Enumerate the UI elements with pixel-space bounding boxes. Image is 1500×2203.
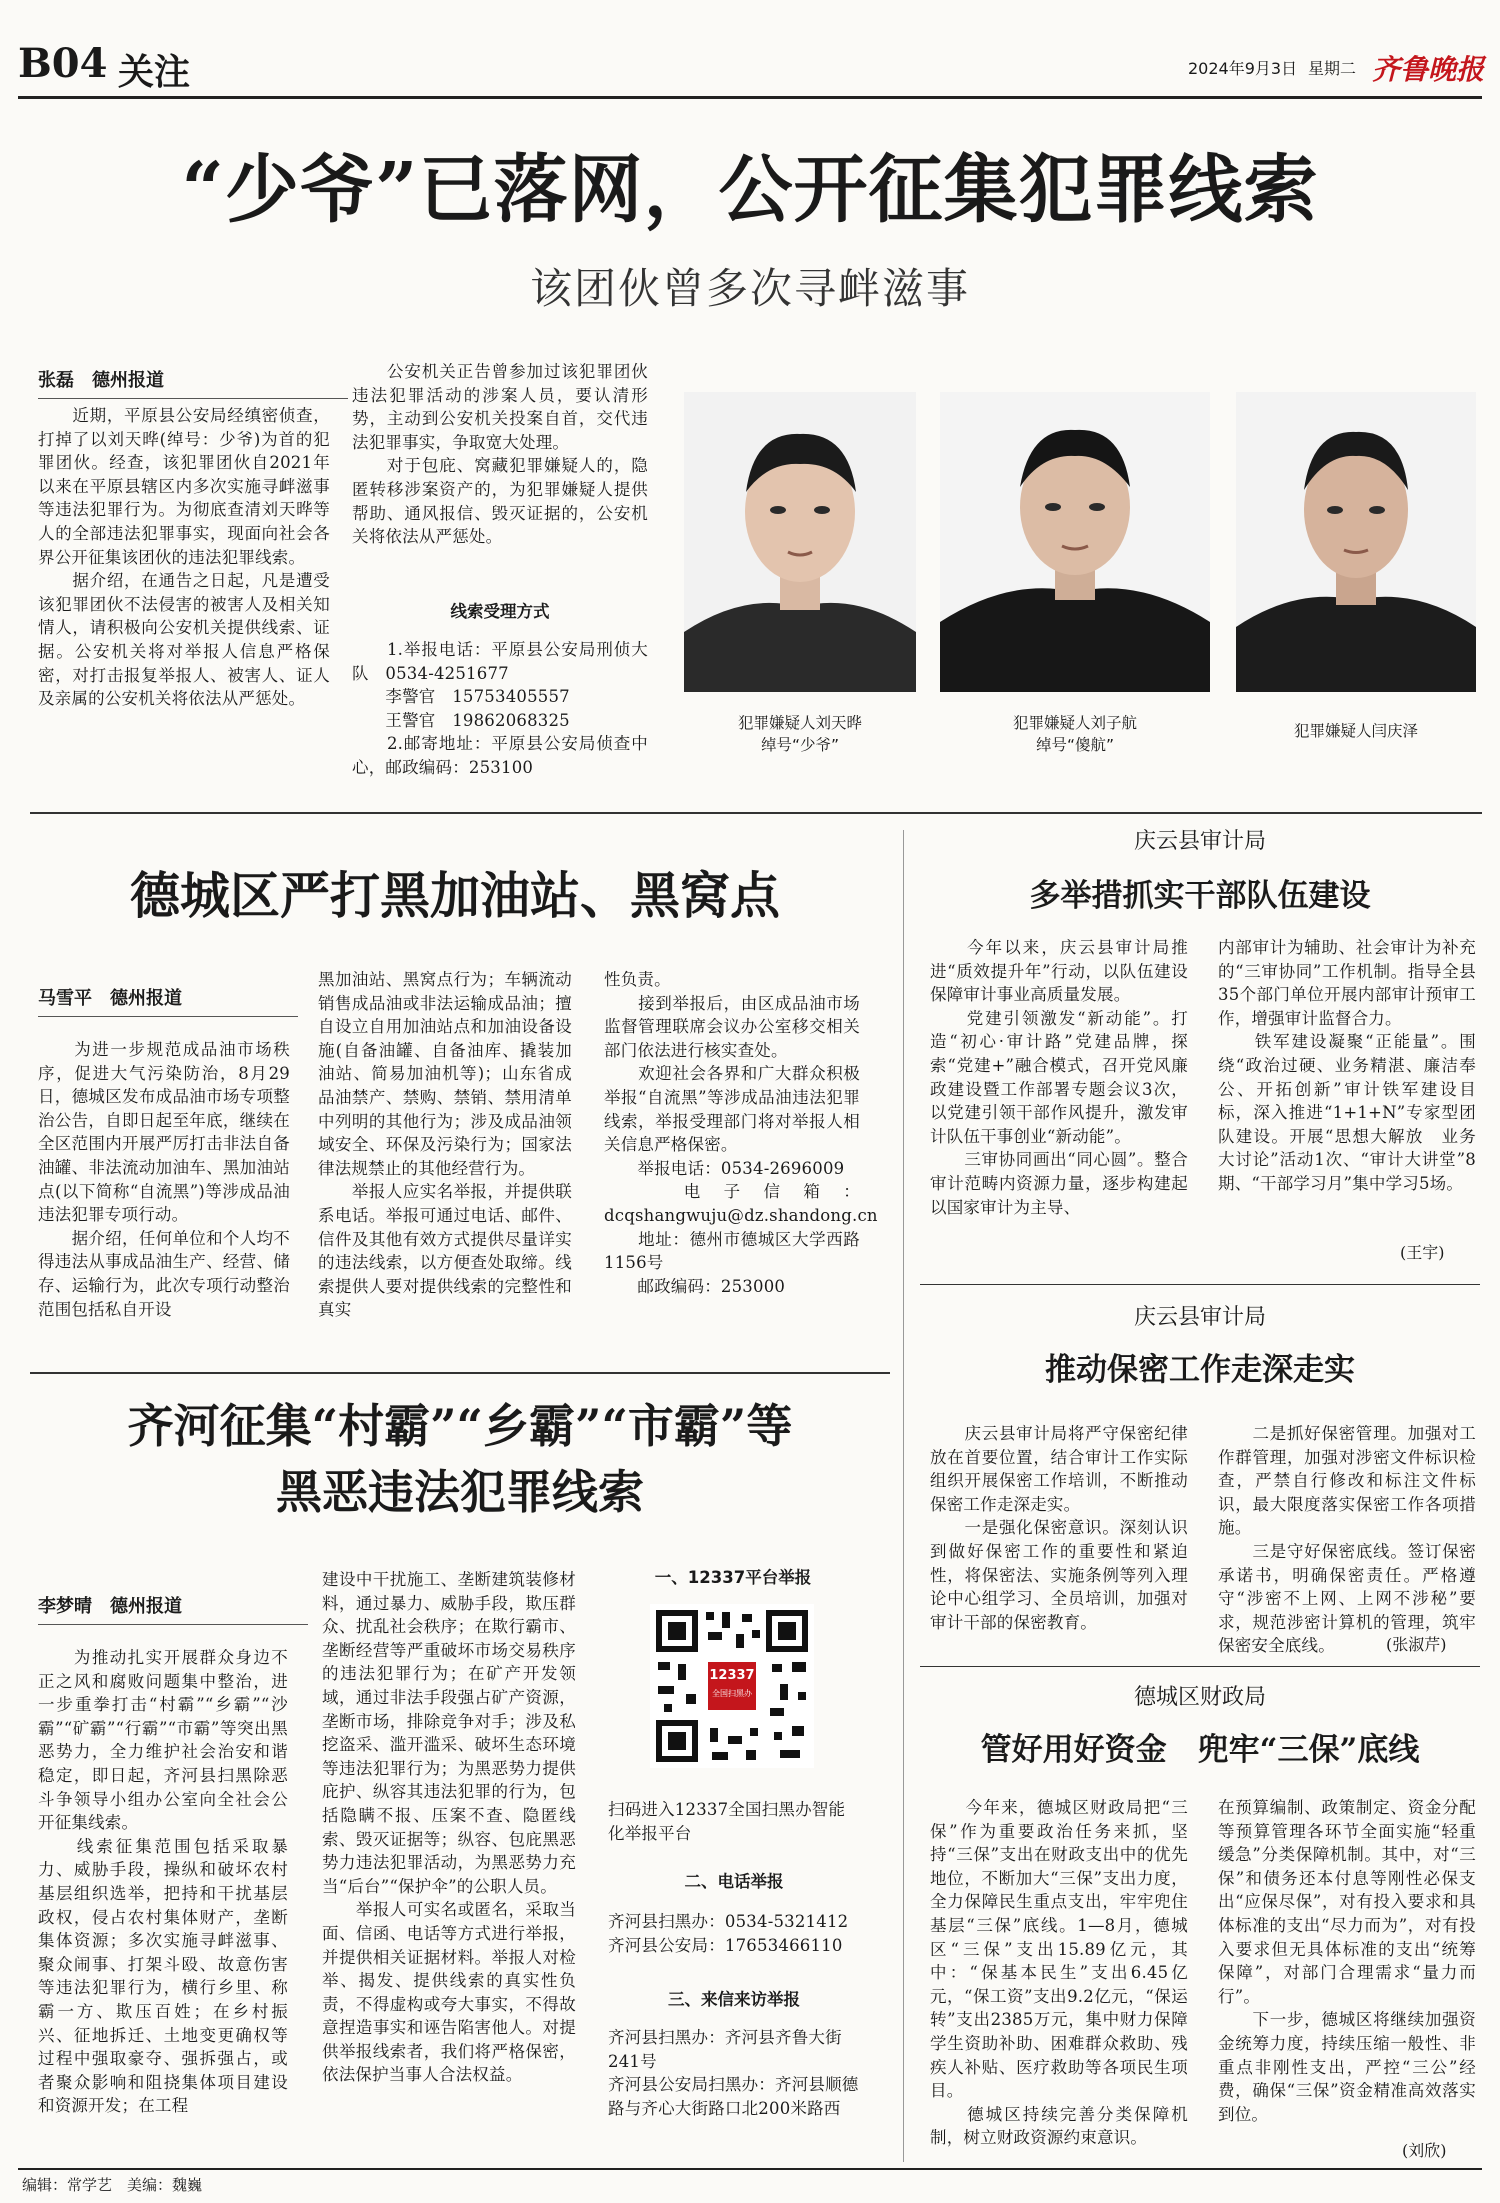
divider-story5 (920, 1666, 1480, 1667)
story4-kicker: 庆云县审计局 (1133, 829, 1266, 854)
divider-story2 (30, 1372, 890, 1374)
suspect-photo-1 (684, 392, 916, 692)
story2-byline: 马雪平 德州报道 (38, 984, 298, 1017)
story1-byline: 张磊 德州报道 (38, 366, 348, 399)
editor-credit: 编辑：常学艺 美编：魏巍 (22, 2176, 203, 2194)
qr-caption: 扫码进入12337全国扫黑办智能化举报平台 (608, 1800, 846, 1843)
divider-story4 (920, 1284, 1480, 1285)
footer-rule (18, 2168, 1482, 2170)
story6-col2: 在预算编制、政策制定、资金分配等预算管理各环节全面实施“轻重缓急”分类保障机制。其中，对“三保”和债务还本付息等刚性必保支出“应保尽保”，对有投入要求和具体标准的支出“尽力而为”，对有投入要求但无具体标准的支出“统筹保障”，对部门合理需求“量力而行”。 下一步，德城区将继续加强资金统筹力度，持续压缩一般性、非重点非刚性支出，严控“三公”经费，确保“三保”资金精准高效落实到位。 (1218, 1798, 1476, 2124)
suspect-caption-2: 犯罪嫌疑人刘子航 绰号“傻航” (1012, 714, 1137, 754)
story4-col1: 今年以来，庆云县审计局推进“质效提升年”行动，以队伍建设保障审计事业高质量发展。 党建引领激发“新动能”。打造“初心·审计路”党建品牌，探索“党建+”融合模式，召开党风廉政建设暨工作部署专题会议3次，以党建引领干部作风提升，激发审计队伍干事创业“新动能”。 三审协同画出“同心圆”。整合审计范畴内资源力量，逐步构建起以国家审计为主导、 (930, 938, 1188, 1217)
qr-badge-sublabel: 全国扫黑办 (712, 1689, 752, 1698)
report-heading-phone: 二、电话举报 (684, 1872, 784, 1891)
story2-col2: 黑加油站、黑窝点行为；车辆流动销售成品油或非法运输成品油；擅自设立自用加油站点和加油设备设施(自备油罐、自备油库、撬装加油站、简易加油机等)；山东省成品油禁产、禁购、禁销、禁用清单中列明的其他行为；涉及成品油领域安全、环保及污染行为；国家法律法规禁止的其他经营行为。 举报人应实名举报，并提供联系电话。举报可通过电话、邮件、信件及其他有效方式提供尽量详实的违法线索，以方便查处取缔。线索提供人要对提供线索的完整性和真实 (318, 970, 572, 1320)
qr-badge-label: 12337 (709, 1668, 755, 1683)
story5-kicker: 庆云县审计局 (1133, 1305, 1266, 1330)
qr-code-graphic (650, 1604, 814, 1768)
story2-col3: 性负责。 接到举报后，由区成品油市场监督管理联席会议办公室移交相关部门依法进行核实查处。 欢迎社会各界和广大群众积极举报“自流黑”等涉成品油违法犯罪线索，举报受理部门将对举报人相关信息严格保密。 举报电话：0534-2696009 电子信箱：dcqshangwuju@dz.shandong.cn 地址：德州市德城区大学西路1156号 邮政编码：253000 (604, 970, 878, 1296)
newspaper-logo: 齐鲁晚报 (1372, 53, 1485, 86)
story5-col2: 二是抓好保密管理。加强对工作群管理，加强对涉密文件标识检查，严禁自行修改和标注文件标识，最大限度落实保密工作各项措施。 三是守好保密底线。签订保密承诺书，明确保密责任。严格遵守“涉密不上网、上网不涉秘”要求，规范涉密计算机的管理，筑牢保密安全底线。 (1218, 1424, 1476, 1656)
story1-headline: “少爷”已落网，公开征集犯罪线索 (181, 147, 1319, 233)
report-phones: 齐河县扫黑办：0534-5321412 齐河县公安局：17653466110 (608, 1912, 849, 1955)
story6-col1: 今年来，德城区财政局把“三保”作为重要政治任务来抓，坚持“三保”支出在财政支出中的优先地位，不断加大“三保”支出力度，全力保障民生重点支出，牢牢兜住基层“三保”底线。1—8月，德城区“三保”支出15.89亿元，其中：“保基本民生”支出6.45亿元，“保工资”支出9.2亿元，“保运转”支出2385万元，集中财力保障学生资助补助、困难群众救助、残疾人补贴、医疗救助等各项民生项目。 德城区持续完善分类保障机制，树立财政资源约束意识。 (930, 1798, 1188, 2148)
story2-col1: 为进一步规范成品油市场秩序，促进大气污染防治，8月29日，德城区发布成品油市场专项整治公告，自即日起至年底，继续在全区范围内开展严厉打击非法自备油罐、非法流动加油车、黑加油站点(以下简称“自流黑”)等涉成品油违法犯罪专项行动。 据介绍，任何单位和个人均不得违法从事成品油生产、经营、储存、运输行为，此次专项行动整治范围包括私自开设 (38, 1040, 290, 1319)
story5-col1: 庆云县审计局将严守保密纪律放在首要位置，结合审计工作实际组织开展保密工作培训，不断推动保密工作走深走实。 一是强化保密意识。深刻认识到做好保密工作的重要性和紧迫性，将保密法、实施条例等列入理论中心组学习、全员培训，加强对审计干部的保密教育。 (930, 1424, 1188, 1632)
story3-col2: 建设中干扰施工、垄断建筑装修材料，通过暴力、威胁手段，欺压群众、扰乱社会秩序；在欺行霸市、垄断经营等严重破坏市场交易秩序的违法犯罪行为；在矿产开发领域，通过非法手段强占矿产资源，垄断市场，排除竞争对手；涉及私挖盗采、滥开滥采、破坏生态环境等违法犯罪行为；为黑恶势力提供庇护、纵容其违法犯罪的行为，包括隐瞒不报、压案不查、隐匿线索、毁灭证据等；纵容、包庇黑恶势力违法犯罪活动，为黑恶势力充当“后台”“保护伞”的公职人员。 举报人可实名或匿名，采取当面、信函、电话等方式进行举报，并提供相关证据材料。举报人对检举、揭发、提供线索的真实性负责，不得虚构或夸大事实，不得故意捏造事实和诬告陷害他人。对提供举报线索者，我们将严格保密，依法保护当事人合法权益。 (322, 1570, 576, 2085)
suspect-photo-icon (684, 392, 916, 692)
story6-headline: 管好用好资金 兜牢“三保”底线 (980, 1732, 1420, 1768)
story5-headline: 推动保密工作走深走实 (1045, 1352, 1355, 1388)
story2-headline: 德城区严打黑加油站、黑窝点 (130, 866, 780, 925)
masthead-rule (18, 96, 1482, 99)
suspect-photo-icon (1236, 392, 1476, 692)
issue-date: 2024年9月3日 (1188, 59, 1298, 78)
story6-author: (刘欣) (1402, 2141, 1447, 2160)
report-heading-platform: 一、12337平台举报 (654, 1568, 812, 1587)
story3-byline: 李梦晴 德州报道 (38, 1592, 308, 1625)
report-mail: 齐河县扫黑办：齐河县齐鲁大街241号 齐河县公安局扫黑办：齐河县顺德路与齐心大街路口北200米路西 (608, 2028, 859, 2118)
qr-code-icon[interactable] (650, 1604, 814, 1768)
report-heading-mail: 三、来信来访举报 (668, 1990, 800, 2009)
suspect-photo-icon (940, 392, 1210, 692)
story3-col1: 为推动扎实开展群众身边不正之风和腐败问题集中整治，进一步重拳打击“村霸”“乡霸”“沙霸”“矿霸”“行霸”“市霸”等突出黑恶势力，全力维护社会治安和谐稳定，即日起，齐河县扫黑除恶斗争领导小组办公室向全社会公开征集线索。 线索征集范围包括采取暴力、威胁手段，操纵和破坏农村基层组织选举，把持和干扰基层政权，侵占农村集体财产，垄断集体资源；多次实施寻衅滋事、聚众闹事、打架斗殴、故意伤害等违法犯罪行为，横行乡里、称霸一方、欺压百姓；在乡村振兴、征地拆迁、土地变更确权等过程中强取豪夺、强拆强占，或者聚众影响和阻挠集体项目建设和资源开发；在工程 (38, 1648, 288, 2116)
suspect-caption-1: 犯罪嫌疑人刘天晔 绰号“少爷” (737, 714, 862, 754)
page-number: B04 (18, 40, 108, 87)
story4-headline: 多举措抓实干部队伍建设 (1029, 878, 1371, 914)
story3-headline-line2: 黑恶违法犯罪线索 (276, 1465, 644, 1519)
section-name: 关注 (118, 51, 191, 93)
divider-story1 (30, 812, 1482, 814)
story3-headline-line1: 齐河征集“村霸”“乡霸”“市霸”等 (127, 1399, 793, 1453)
story1-col1: 近期，平原县公安局经缜密侦查，打掉了以刘天晔(绰号：少爷)为首的犯罪团伙。经查，该犯罪团伙自2021年以来在平原县辖区内多次实施寻衅滋事等违法犯罪行为。为彻底查清刘天晔等人的全部违法犯罪事实，现面向社会各界公开征集该团伙的违法犯罪线索。 据介绍，在通告之日起，凡是遭受该犯罪团伙不法侵害的被害人及相关知情人，请积极向公安机关提供线索、证据。公安机关将对举报人信息严格保密，对打击报复举报人、被害人、证人及亲属的公安机关将依法从严惩处。 (38, 406, 330, 709)
story1-col2: 公安机关正告曾参加过该犯罪团伙违法犯罪活动的涉案人员，要认清形势，主动到公安机关投案自首，交代违法犯罪事实，争取宽大处理。 对于包庇、窝藏犯罪嫌疑人的，隐匿转移涉案资产的，为犯罪嫌疑人提供帮助、通风报信、毁灭证据的，公安机关将依法从严惩处。 (352, 362, 648, 547)
story1-contact-heading: 线索受理方式 (450, 602, 550, 621)
story6-kicker: 德城区财政局 (1133, 1685, 1266, 1710)
suspect-photo-3 (1236, 392, 1476, 692)
story1-contact: 1.举报电话：平原县公安局刑侦大队 0534-4251677 李警官 15753405557 王警官 19862068325 2.邮寄地址：平原县公安局侦查中心，邮政编码：253100 (352, 640, 648, 777)
issue-weekday: 星期二 (1308, 59, 1357, 78)
suspect-photo-2 (940, 392, 1210, 692)
suspect-caption-3: 犯罪嫌疑人闫庆泽 (1293, 722, 1418, 740)
story1-subheadline: 该团伙曾多次寻衅滋事 (529, 264, 970, 313)
column-divider (903, 830, 904, 2162)
story5-author: (张淑芹) (1386, 1635, 1447, 1654)
story4-col2: 内部审计为辅助、社会审计为补充的“三审协同”工作机制。指导全县35个部门单位开展内部审计预审工作，增强审计监督合力。 铁军建设凝聚“正能量”。围绕“政治过硬、业务精湛、廉洁奉公、开拓创新”审计铁军建设目标，深入推进“1+1+N”专家型团队建设。开展“思想大解放 业务大讨论”活动1次、“审计大讲堂”8期、“干部学习月”集中学习5场。 (1218, 938, 1476, 1193)
story4-author: (王宇) (1400, 1243, 1445, 1262)
